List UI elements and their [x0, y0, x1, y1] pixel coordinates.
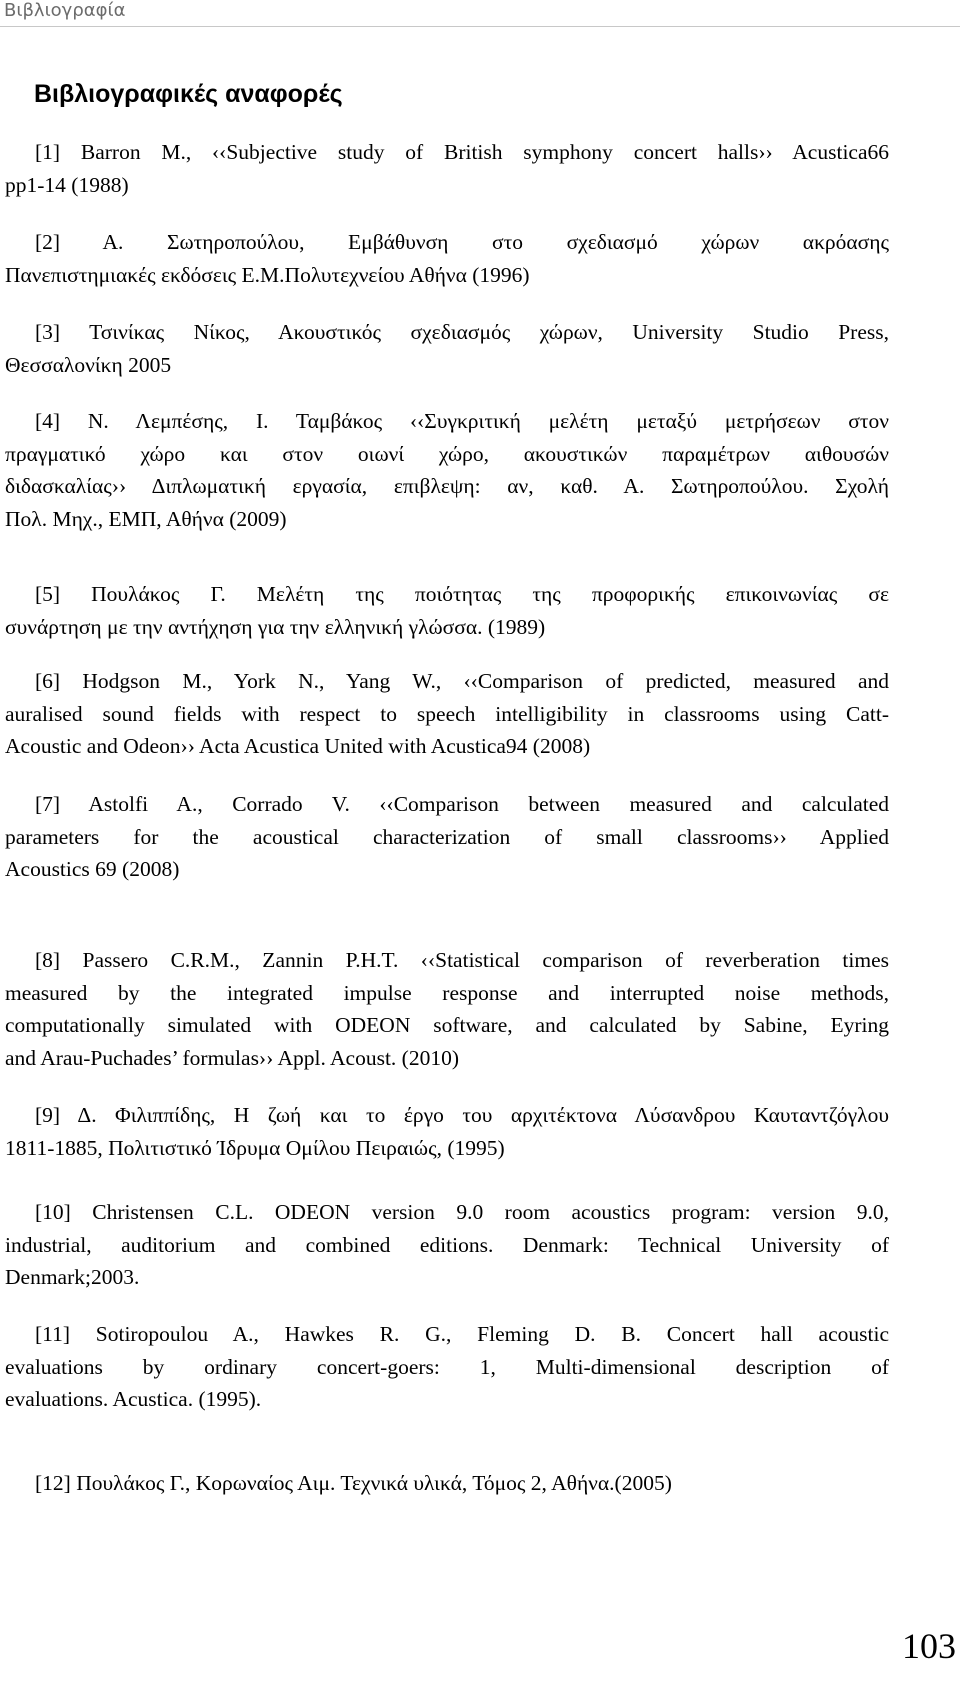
- reference-line: evaluations by ordinary concert-goers: 1, Multi-dimensional description of: [5, 1354, 889, 1379]
- reference-line: [5] Πουλάκος Γ. Μελέτη της ποιότητας της προφορικής επικοινωνίας σε: [35, 582, 889, 606]
- reference-line: [1] Barron M., ‹‹Subjective study of British symphony concert halls›› Acustica66: [35, 140, 889, 164]
- reference-line: [11] Sotiropoulou A., Hawkes R. G., Fleming D. B. Concert hall acoustic: [35, 1322, 889, 1346]
- reference-line: πραγματικό χώρο και στον οιωνί χώρο, ακουστικών παραμέτρων αιθουσών: [5, 441, 889, 466]
- reference-line: auralised sound fields with respect to speech intelligibility in classrooms using Catt-: [5, 701, 889, 726]
- reference-line: evaluations. Acustica. (1995).: [5, 1387, 262, 1411]
- reference-line: Acoustics 69 (2008): [5, 857, 180, 881]
- reference-line: [2] Α. Σωτηροπούλου, Εμβάθυνση στο σχεδιασμό χώρων ακρόασης: [35, 230, 889, 254]
- reference-line: διδασκαλίας›› Διπλωματική εργασία, επιβλεψη: αν, καθ. Α. Σωτηροπούλου. Σχολή: [5, 474, 889, 498]
- reference-7: [5, 788, 889, 886]
- reference-line: 1811-1885, Πολιτιστικό Ίδρυμα Ομίλου Πειραιώς, (1995): [5, 1135, 505, 1160]
- reference-line: Θεσσαλονίκη 2005: [5, 352, 172, 377]
- reference-8: [5, 944, 889, 1074]
- reference-line: [9] Δ. Φιλιππίδης, Η ζωή και το έργο του αρχιτέκτονα Λύσανδρου Καυταντζόγλου: [35, 1103, 889, 1127]
- reference-line: and Arau-Puchades’ formulas›› Appl. Acoust. (2010): [5, 1045, 459, 1070]
- reference-line: [4] Ν. Λεμπέσης, Ι. Ταμβάκος ‹‹Συγκριτική μελέτη μεταξύ μετρήσεων στον: [35, 409, 889, 433]
- reference-11: [5, 1318, 889, 1416]
- reference-1: [5, 136, 889, 201]
- reference-line: [12] Πουλάκος Γ., Κορωναίος Αιμ. Τεχνικά υλικά, Τόμος 2, Αθήνα.(2005): [35, 1471, 672, 1495]
- reference-line: [8] Passero C.R.M., Zannin P.H.T. ‹‹Statistical comparison of reverberation times: [35, 948, 889, 972]
- reference-line: Denmark;2003.: [5, 1265, 140, 1289]
- reference-line: Πανεπιστημιακές εκδόσεις Ε.Μ.Πολυτεχνείου Αθήνα (1996): [5, 262, 530, 287]
- reference-line: Πολ. Μηχ., ΕΜΠ, Αθήνα (2009): [5, 506, 287, 531]
- reference-9: [5, 1099, 889, 1164]
- reference-line: computationally simulated with ODEON software, and calculated by Sabine, Eyring: [5, 1013, 889, 1037]
- reference-line: measured by the integrated impulse response and interrupted noise methods,: [5, 980, 889, 1005]
- running-header-title: Βιβλιογραφία: [4, 0, 126, 21]
- reference-6: [5, 665, 889, 763]
- running-header: [0, 0, 960, 27]
- reference-line: Acoustic and Odeon›› Acta Acustica United with Acustica94 (2008): [5, 734, 591, 758]
- reference-line: parameters for the acoustical characterization of small classrooms›› Applied: [5, 824, 889, 849]
- page-number: 103: [902, 1626, 956, 1666]
- reference-3: [5, 316, 889, 381]
- reference-10: [5, 1196, 889, 1294]
- reference-12: [5, 1467, 889, 1500]
- reference-line: [3] Τσινίκας Νίκος, Ακουστικός σχεδιασμός χώρων, University Studio Press,: [35, 320, 889, 344]
- reference-line: industrial, auditorium and combined editions. Denmark: Technical University of: [5, 1232, 889, 1257]
- reference-line: συνάρτηση με την αντήχηση για την ελληνική γλώσσα. (1989): [5, 614, 546, 639]
- reference-line: [10] Christensen C.L. ODEON version 9.0 room acoustics program: version 9.0,: [35, 1200, 889, 1224]
- reference-line: pp1-14 (1988): [5, 172, 129, 197]
- reference-2: [5, 226, 889, 291]
- reference-5: [5, 578, 889, 643]
- section-title: Βιβλιογραφικές αναφορές: [34, 80, 343, 108]
- reference-line: [6] Hodgson M., York N., Yang W., ‹‹Comparison of predicted, measured and: [35, 669, 889, 693]
- reference-4: [5, 405, 889, 535]
- reference-line: [7] Astolfi A., Corrado V. ‹‹Comparison between measured and calculated: [35, 792, 889, 816]
